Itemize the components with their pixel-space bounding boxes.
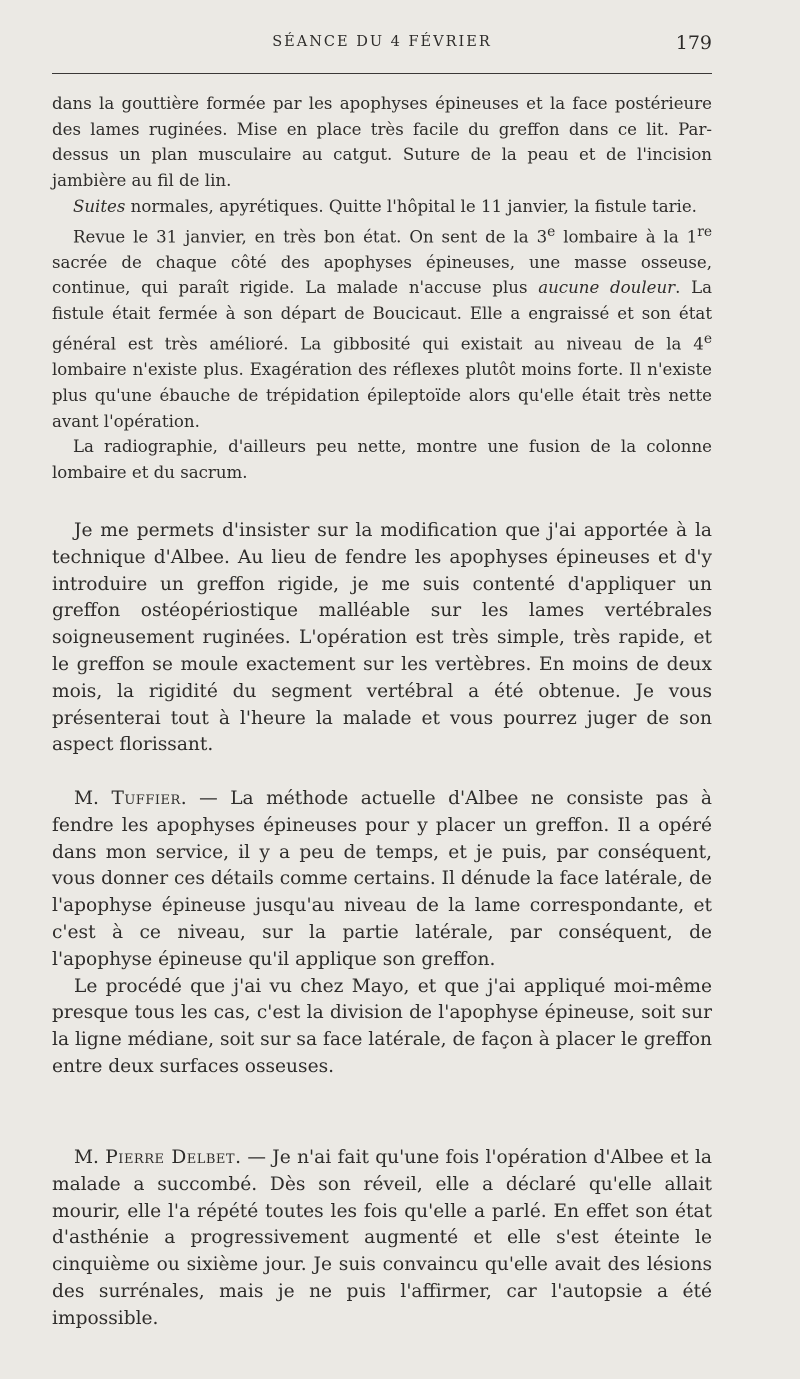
case-paragraph-3-text-a: Revue le 31 janvier, en très bon état. On sent de la 3 [73,227,548,247]
speaker-prefix: M. [74,1147,106,1168]
speaker-name-delbet: Pierre Delbet [105,1147,236,1168]
author-comment-paragraph: Je me permets d'insister sur la modification que j'ai apportée à la technique d'Albee. Au lieu de fendre les apophyses épineuses et d'y introduire un greffon rigide, je me suis contenté d'appliquer un greffon ostéopériostique malléable sur les lames vertébrales soigneusement ruginées. L'opération est très simple, très rapide, et le greffon se moule exactement sur les vertèbres. En moins de deux mois, la rigidité du segment vertébral a été obtenue. Je vous présenterai tout à l'heure la malade et vous pourrez juger de son aspect florissant. [52,520,712,756]
speaker-name-tuffier: Tuffier [111,788,181,809]
case-paragraph-3-italic: aucune douleur [538,278,676,298]
delbet-paragraph [52,1145,712,1333]
page-number: 179 [675,32,712,54]
case-paragraph-3-text-c: sacrée de chaque côté des apophyses épineuses, une masse osseuse, continue, qui paraît rigide. La malade n'accuse plus [52,252,712,298]
delbet-remarks-block [52,1145,712,1333]
case-paragraph-3 [52,220,712,435]
running-title: SÉANCE DU 4 FÉVRIER [272,34,492,50]
running-header [52,32,712,58]
header-rule [52,73,712,74]
delbet-text: . — Je n'ai fait qu'une fois l'opération d'Albee et la malade a succombé. Dès son réveil, elle a déclaré qu'elle allait mourir, elle l'a répété toutes les fois qu'elle a parlé. En effet son état d'asthénie a progressivement augmenté et elle s'est éteinte le cinquième ou sixième jour. Je suis convaincu qu'elle avait des lésions des surrénales, mais je ne puis l'affirmer, car l'autopsie a été impossible. [52,1147,712,1329]
tuffier-remarks-block [52,786,712,1081]
case-paragraph-1: dans la gouttière formée par les apophyses épineuses et la face postérieure des lames ruginées. Mise en place très facile du greffon dans ce lit. Par-dessus un plan musculaire au catgut. Suture de la peau et de l'incision jambière au fil de lin. [52,94,712,191]
case-report-block [52,91,712,486]
case-paragraph-2 [52,194,712,220]
case-paragraph-3-text-d: . La fistule était fermée à son départ de Boucicaut. Elle a engraissé et son état général est très amélioré. La gibbosité qui existait au niveau de la 4 [52,278,713,354]
superscript: e [703,330,712,347]
tuffier-paragraph-2: Le procédé que j'ai vu chez Mayo, et que j'ai appliqué moi-même presque tous les cas, c'est la division de l'apophyse épineuse, soit sur la ligne médiane, soit sur sa face latérale, de façon à placer le greffon entre deux surfaces osseuses. [52,975,712,1077]
tuffier-paragraph-1 [52,786,712,974]
case-paragraph-2-italic: Suites [73,196,126,216]
tuffier-text: . — La méthode actuelle d'Albee ne consiste pas à fendre les apophyses épineuses pour y placer un greffon. Il a opéré dans mon service, il y a peu de temps, et je puis, par conséquent, vous donner ces détails comme certains. Il dénude la face latérale, de l'apophyse épineuse jusqu'au niveau de la lame correspondante, et c'est à ce niveau, sur la partie latérale, par conséquent, de l'apophyse épineuse qu'il applique son greffon. [52,788,712,970]
speaker-prefix: M. [74,788,112,809]
author-comment-block [52,518,712,759]
case-paragraph-2-text: normales, apyrétiques. Quitte l'hôpital le 11 janvier, la fistule tarie. [125,196,697,216]
superscript: e [547,223,556,240]
superscript: re [697,223,712,240]
case-paragraph-3-text-b: lombaire à la 1 [555,227,698,247]
case-paragraph-4: La radiographie, d'ailleurs peu nette, montre une fusion de la colonne lombaire et du sacrum. [52,437,712,482]
case-paragraph-3-text-e: lombaire n'existe plus. Exagération des réflexes plutôt moins forte. Il n'existe plus qu'une ébauche de trépidation épileptoïde alors qu'elle était très nette avant l'opération. [52,360,712,431]
